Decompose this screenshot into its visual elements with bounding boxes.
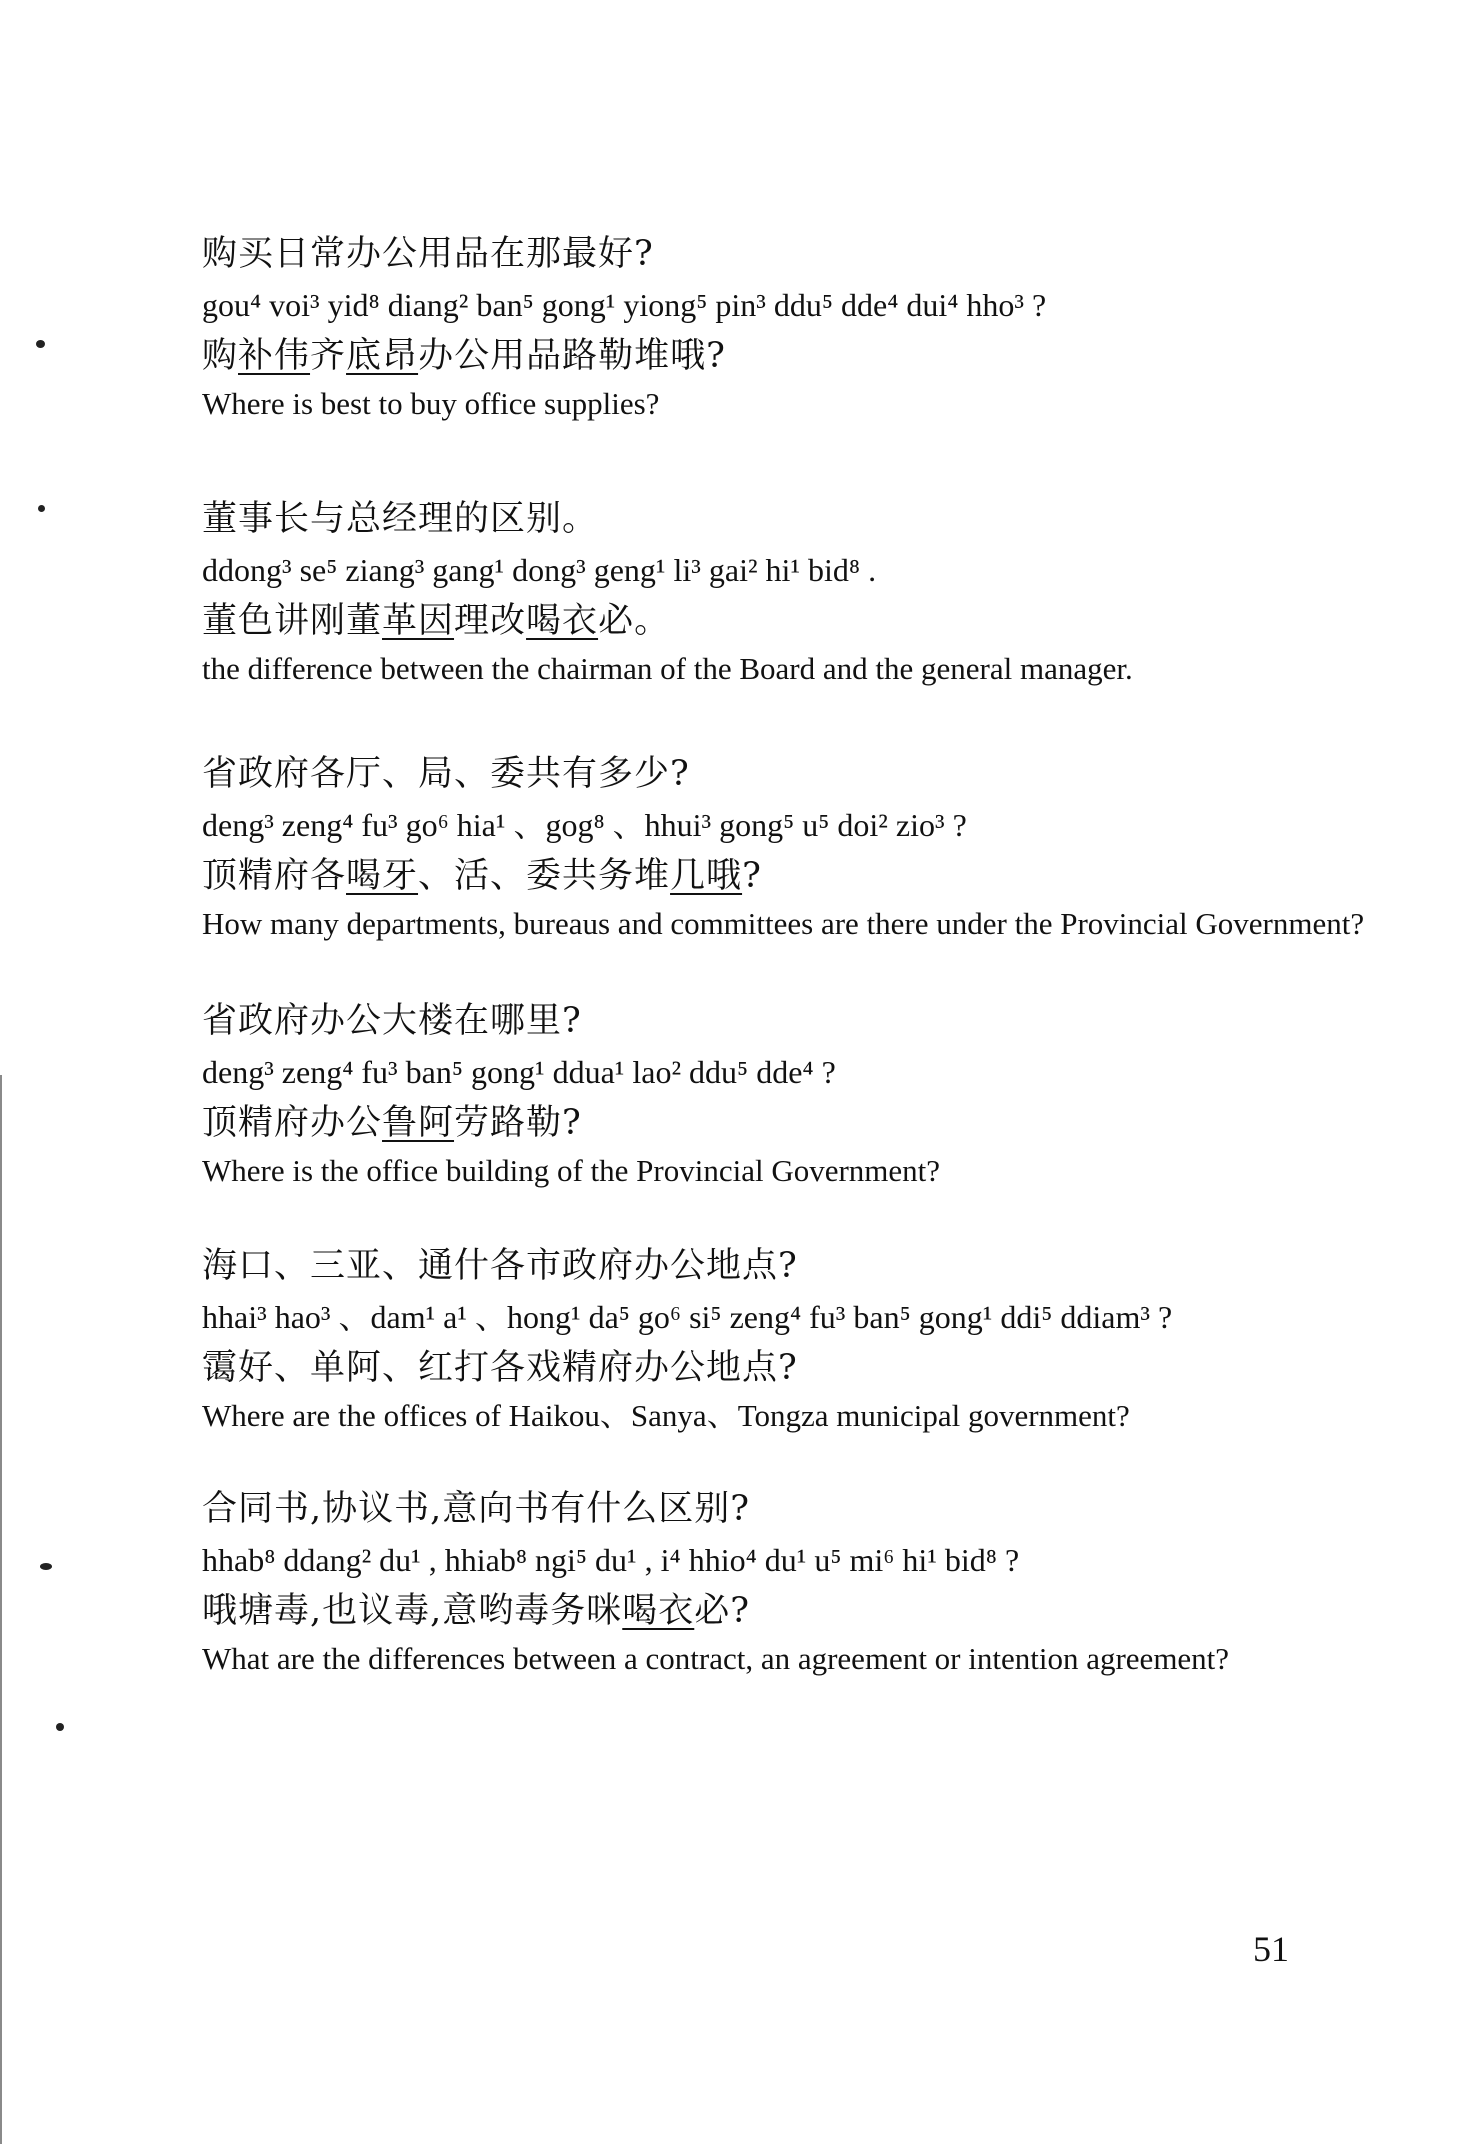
phrase-list: [202, 228, 1402, 1726]
dialect-transcription: [202, 1342, 1402, 1394]
romanization: gou⁴ voi³ yid⁸ diang² ban⁵ gong¹ yiong⁵ pin³ ddu⁵ dde⁴ dui⁴ hho³ ?: [202, 287, 1047, 323]
dialect-segment: 必。: [598, 601, 671, 641]
underlined-segment: 鲁阿: [382, 1103, 455, 1143]
underlined-segment: 几哦: [670, 856, 743, 896]
english-translation: Where are the offices of Haikou、Sanya、Tongza municipal government?: [202, 1398, 1130, 1433]
mandarin-phrase: 省政府各厅、局、委共有多少?: [202, 754, 690, 794]
dialect-transcription: [202, 1097, 1402, 1149]
mandarin-phrase: 合同书,协议书,意向书有什么区别?: [202, 1489, 751, 1529]
dialect-transcription: [202, 1585, 1402, 1637]
underlined-segment: 补伟: [238, 336, 311, 376]
dialect-segment: 购: [202, 336, 239, 376]
mandarin-phrase: 董事长与总经理的区别。: [202, 499, 599, 539]
romanization: ddong³ se⁵ ziang³ gang¹ dong³ geng¹ li³ gai² hi¹ bid⁸ .: [202, 552, 877, 588]
phrase-entry: [202, 493, 1402, 690]
english-translation: Where is best to buy office supplies?: [202, 386, 660, 421]
underlined-segment: 底昂: [346, 336, 419, 376]
phrase-entry: [202, 748, 1402, 945]
margin-mark: [36, 340, 45, 348]
dialect-segment: 理改: [454, 601, 527, 641]
phrase-entry: [202, 1483, 1402, 1680]
phrase-entry: [202, 1240, 1402, 1437]
phrase-entry: [202, 995, 1402, 1192]
dialect-segment: 顶精府各: [202, 856, 347, 896]
dialect-segment: 劳路勒?: [454, 1103, 582, 1143]
romanization: hhai³ hao³ 、dam¹ a¹ 、hong¹ da⁵ go⁶ si⁵ zeng⁴ fu³ ban⁵ gong¹ ddi⁵ ddiam³ ?: [202, 1299, 1173, 1335]
dialect-segment: 顶精府办公: [202, 1103, 383, 1143]
dialect-segment: 、活、委共务堆: [418, 856, 671, 896]
dialect-transcription: [202, 330, 1402, 382]
page-number: 51: [1253, 1929, 1289, 1969]
underlined-segment: 喝衣: [622, 1591, 695, 1631]
english-translation: How many departments, bureaus and committees are there under the Provincial Government?: [202, 906, 1365, 941]
page-edge-line: [0, 1075, 2, 2144]
mandarin-phrase: 省政府办公大楼在哪里?: [202, 1001, 582, 1041]
mandarin-phrase: 海口、三亚、通什各市政府办公地点?: [202, 1246, 798, 1286]
dialect-segment: 霭好、单阿、红打各戏精府办公地点?: [202, 1348, 798, 1388]
dialect-transcription: [202, 595, 1402, 647]
dialect-segment: 董色讲刚董: [202, 601, 383, 641]
margin-mark: [56, 1723, 64, 1731]
mandarin-phrase: 购买日常办公用品在那最好?: [202, 234, 654, 274]
romanization: deng³ zeng⁴ fu³ ban⁵ gong¹ ddua¹ lao² ddu⁵ dde⁴ ?: [202, 1054, 836, 1090]
romanization: hhab⁸ ddang² du¹ , hhiab⁸ ngi⁵ du¹ , i⁴ hhio⁴ du¹ u⁵ mi⁶ hi¹ bid⁸ ?: [202, 1542, 1020, 1578]
dialect-segment: 齐: [310, 336, 347, 376]
underlined-segment: 革因: [382, 601, 455, 641]
english-translation: the difference between the chairman of the Board and the general manager.: [202, 651, 1133, 686]
dialect-segment: 哦塘毒,也议毒,意哟毒务咪: [202, 1591, 623, 1631]
dialect-segment: 办公用品路勒堆哦?: [418, 336, 726, 376]
dialect-segment: 必?: [694, 1591, 751, 1631]
underlined-segment: 喝衣: [526, 601, 599, 641]
margin-mark: [40, 1563, 52, 1570]
english-translation: Where is the office building of the Provincial Government?: [202, 1153, 941, 1188]
phrase-entry: [202, 228, 1402, 425]
underlined-segment: 喝牙: [346, 856, 419, 896]
dialect-transcription: [202, 850, 1402, 902]
dialect-segment: ?: [742, 856, 762, 896]
english-translation: What are the differences between a contract, an agreement or intention agreement?: [202, 1641, 1230, 1676]
margin-mark: [38, 505, 45, 512]
romanization: deng³ zeng⁴ fu³ go⁶ hia¹ 、gog⁸ 、hhui³ gong⁵ u⁵ doi² zio³ ?: [202, 807, 967, 843]
